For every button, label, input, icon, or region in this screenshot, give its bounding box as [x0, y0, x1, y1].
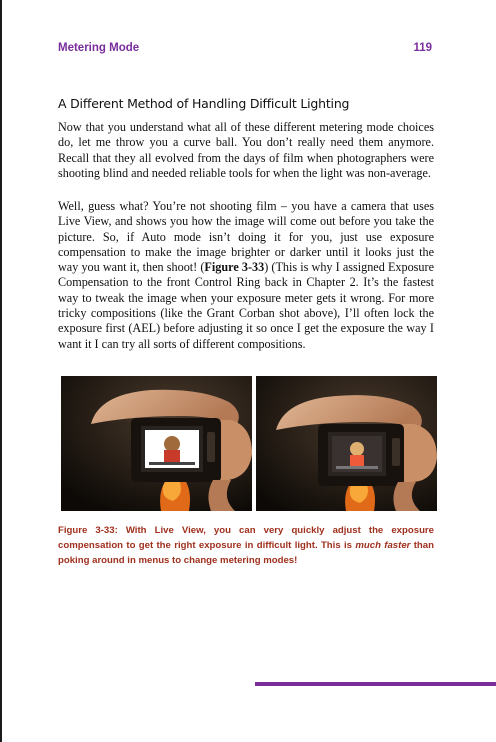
footer-accent-rule: [255, 682, 496, 686]
figure-photo-corrected-exposure: [256, 376, 437, 511]
paragraph-text: ) (This is why I assigned Exposure Compensation to the front Control Ring back in Chapter 2. It’s the fastest way to tweak the image when your exposure meter gets it wrong. For more tricky compositions (like the Grant Corban shot above), I’ll often lock the exposure first (AEL) before adjusting it so once I get the exposure the way I want it I can try all sorts of different compositions.: [58, 260, 434, 351]
running-header-chapter: Metering Mode: [58, 42, 140, 54]
figure-reference: Figure 3-33: [204, 260, 265, 275]
body-paragraph-1: Now that you understand what all of these different metering mode choices do, let me throw you a curve ball. You don’t really need them anymore. Recall that they all evolved from the days of film when photographers were shooting blind and needed reliable tools for when the light was non-average.: [58, 120, 434, 180]
caption-text: Figure 3-33: With Live View, you can very quickly adjust the exposure compensation to get the right exposure in difficult light. This is: [58, 525, 434, 551]
section-heading: A Different Method of Handling Difficult Lighting: [58, 96, 350, 111]
body-paragraph-2: [58, 199, 434, 352]
page-number: 119: [413, 42, 432, 54]
figure-caption: [58, 524, 434, 568]
paragraph-text: Well, guess what? You’re not shooting film – you have a camera that uses Live View, and shows you how the image will come out before you take the picture. So, if Auto mode isn’t doing it for you, just use exposure compensation to make the image brighter or darker until it looks just the way you want it, then shoot! (: [58, 199, 434, 275]
page-left-border: [0, 0, 2, 742]
caption-text: than poking around in menus to change metering modes!: [58, 539, 434, 566]
figure-photo-dark-exposure: [61, 376, 252, 511]
caption-emphasis: much faster: [355, 539, 411, 551]
